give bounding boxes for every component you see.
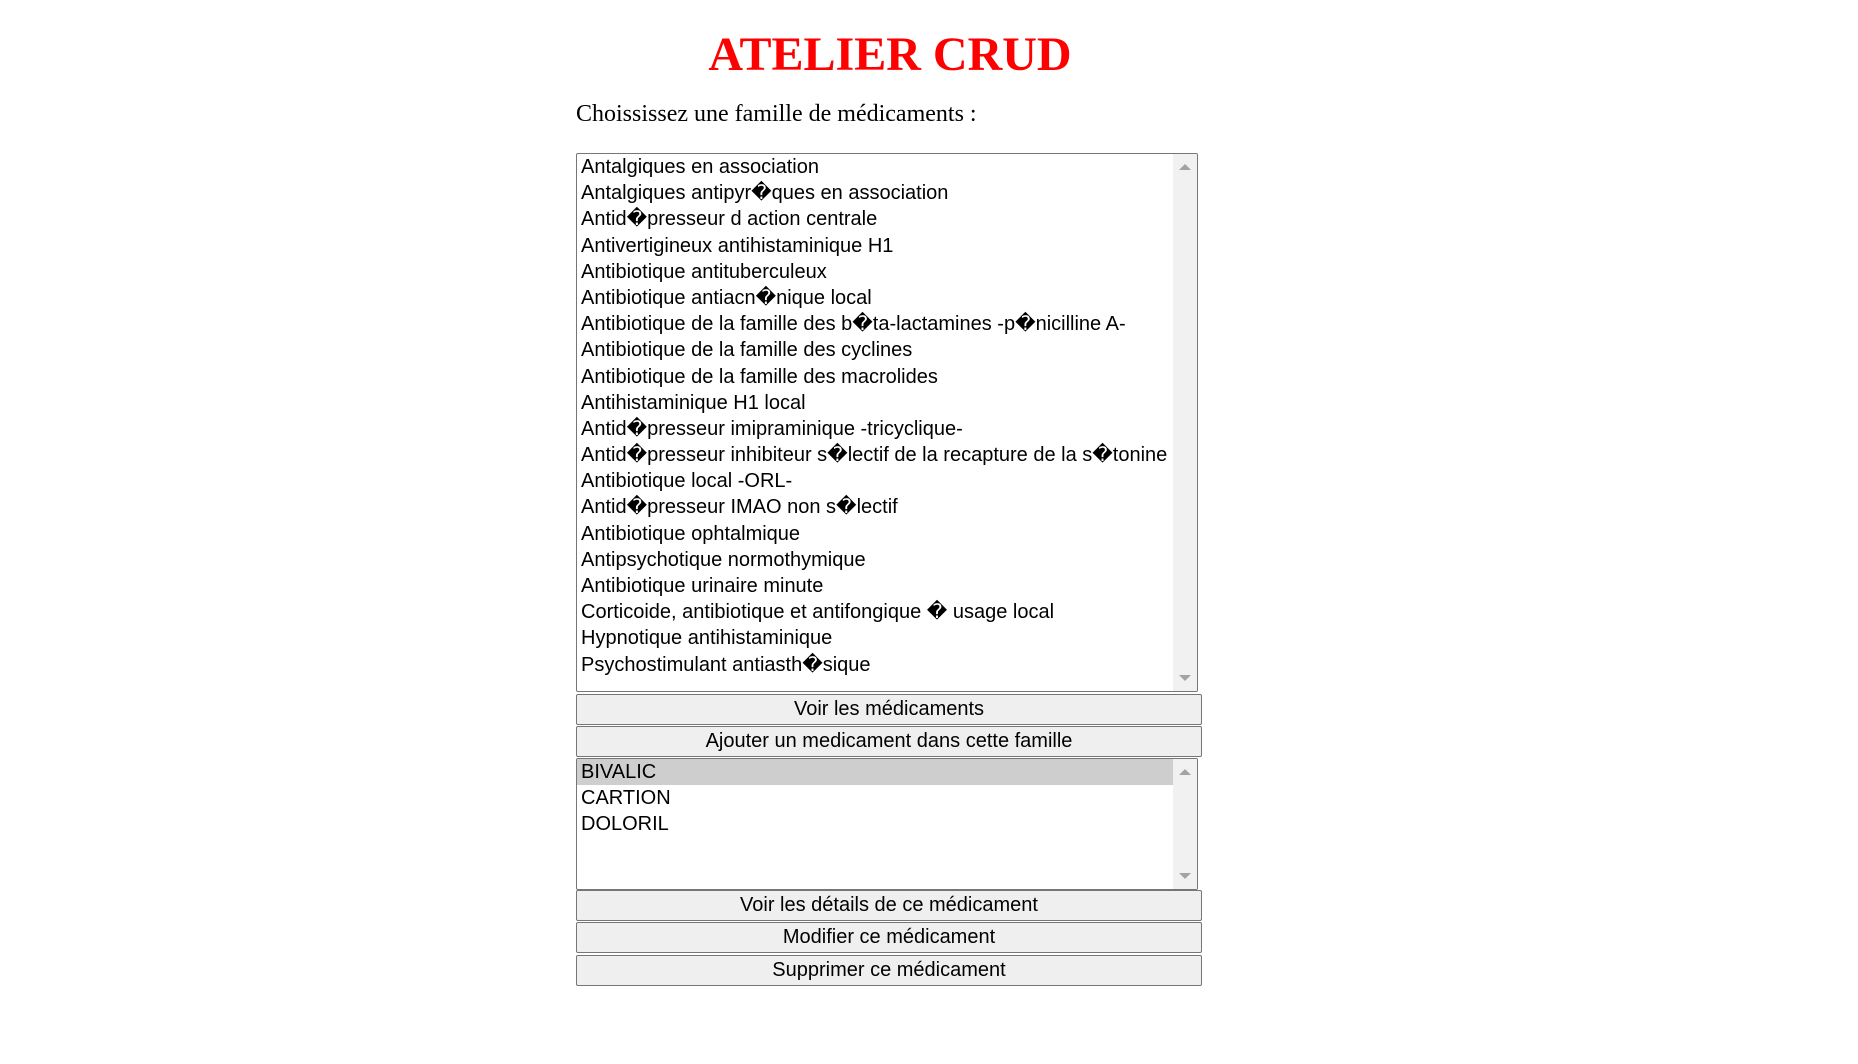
famille-option[interactable]: Antid�presseur inhibiteur s�lectif de la recapture de la s�tonine (581, 444, 1168, 467)
famille-option[interactable]: Antid�presseur imipraminique -tricyclique- (581, 417, 963, 440)
famille-option[interactable]: Antihistaminique H1 local (581, 391, 806, 414)
famille-option[interactable]: Antibiotique antiacn�nique local (581, 286, 872, 309)
famille-option[interactable]: Psychostimulant antiasth�sique (581, 653, 871, 676)
famille-option[interactable]: Antibiotique de la famille des cyclines (581, 339, 913, 362)
famille-option[interactable]: Antivertigineux antihistaminique H1 (581, 234, 894, 257)
famille-option[interactable]: Corticoide, antibiotique et antifongique � usage local (581, 601, 1055, 624)
medicament-options (577, 759, 1173, 889)
supprimer-medicament-button[interactable]: Supprimer ce médicament (576, 955, 1202, 986)
medicament-option[interactable]: CARTION (581, 787, 671, 809)
famille-options (577, 154, 1173, 691)
famille-option[interactable]: Antibiotique de la famille des macrolides (581, 365, 938, 388)
famille-option[interactable]: Hypnotique antihistaminique (581, 627, 833, 650)
medicament-option[interactable]: DOLORIL (581, 813, 669, 835)
scroll-up-icon[interactable] (1179, 769, 1191, 775)
famille-option[interactable]: Antibiotique urinaire minute (581, 575, 824, 597)
famille-option[interactable]: Antalgiques antipyr�ques en association (581, 182, 949, 205)
famille-option[interactable]: Antibiotique antituberculeux (581, 260, 827, 283)
famille-prompt: Choississez une famille de médicaments : (576, 101, 977, 127)
scroll-down-icon[interactable] (1179, 873, 1191, 879)
famille-option[interactable]: Antipsychotique normothymique (581, 548, 866, 571)
famille-option[interactable]: Antibiotique de la famille des b�ta-lactamines -p�nicilline A- (581, 313, 1126, 336)
medicament-option-selected[interactable]: BIVALIC (577, 759, 1173, 785)
famille-option[interactable]: Antid�presseur IMAO non s�lectif (581, 496, 898, 519)
modifier-medicament-button[interactable]: Modifier ce médicament (576, 922, 1202, 953)
famille-scrollbar[interactable] (1173, 154, 1197, 691)
page-title: ATELIER CRUD (708, 28, 1072, 81)
famille-select[interactable] (576, 153, 1198, 692)
famille-option[interactable]: Antibiotique local -ORL- (581, 470, 793, 493)
ajouter-medicament-button[interactable]: Ajouter un medicament dans cette famille (576, 726, 1202, 757)
voir-details-button[interactable]: Voir les détails de ce médicament (576, 890, 1202, 921)
medicament-select[interactable] (576, 758, 1198, 890)
voir-medicaments-button[interactable]: Voir les médicaments (576, 694, 1202, 725)
famille-option[interactable]: Antid�presseur d action centrale (581, 208, 878, 231)
famille-option[interactable]: Antibiotique ophtalmique (581, 522, 801, 545)
medicament-scrollbar[interactable] (1173, 759, 1197, 889)
scroll-down-icon[interactable] (1179, 675, 1191, 681)
scroll-up-icon[interactable] (1179, 164, 1191, 170)
famille-option[interactable]: Antalgiques en association (581, 156, 819, 178)
